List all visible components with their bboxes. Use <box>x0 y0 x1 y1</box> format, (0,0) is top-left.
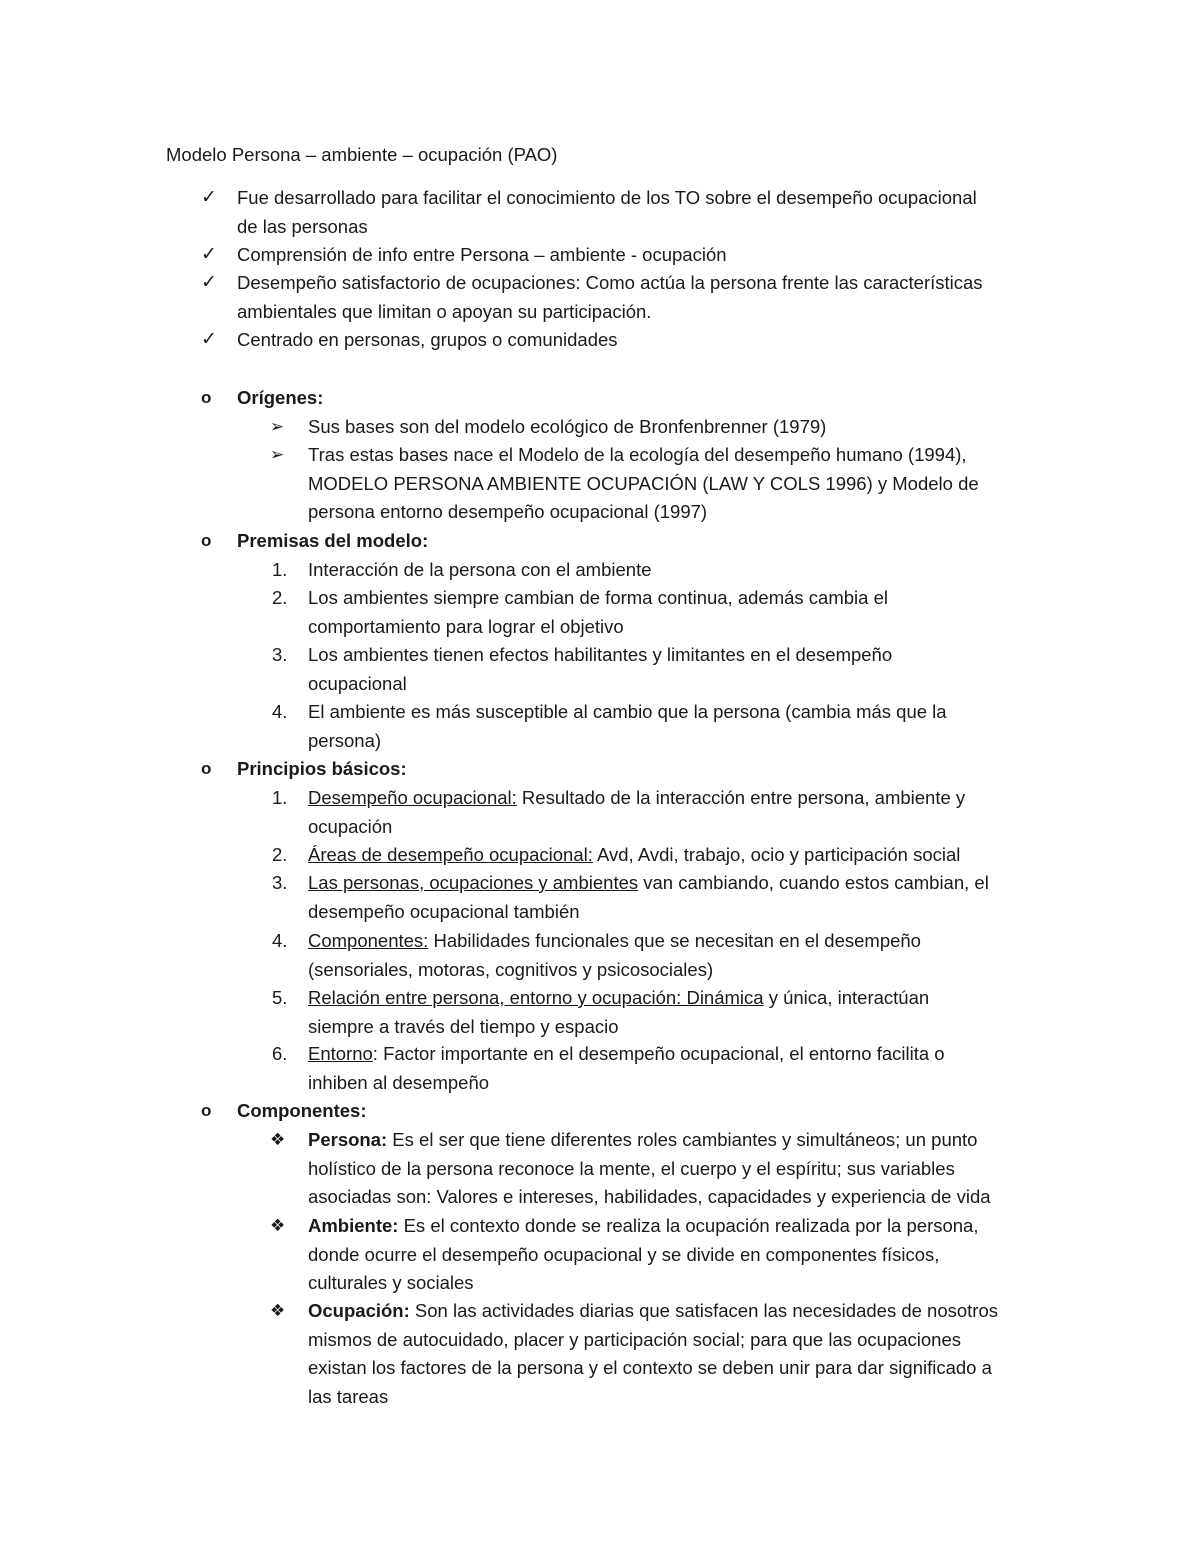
section-premisas <box>201 527 1057 556</box>
check-item: ✓ Fue desarrollado para facilitar el conocimiento de los TO sobre el desempeño ocupacional de las personas <box>237 184 1057 241</box>
numbered-item: 3. Las personas, ocupaciones y ambientes van cambiando, cuando estos cambian, el desempeño ocupacional también <box>272 872 989 922</box>
circle-bullet-icon: o <box>201 531 212 550</box>
check-item: ✓ Comprensión de info entre Persona – ambiente - ocupación <box>237 241 1057 270</box>
numbered-item: 1. Interacción de la persona con el ambiente <box>272 559 652 580</box>
numbered-item: 4. El ambiente es más susceptible al cambio que la persona (cambia más que la persona) <box>272 701 947 751</box>
numbered-item: 6. Entorno: Factor importante en el desempeño ocupacional, el entorno facilita o inhiben al desempeño <box>272 1043 945 1093</box>
numbered-item: 4. Componentes: Habilidades funcionales que se necesitan en el desempeño (sensoriales, motoras, cognitivos y psicosociales) <box>272 930 921 980</box>
list-item: ➢ Sus bases son del modelo ecológico de Bronfenbrenner (1979) <box>308 413 1048 442</box>
circle-bullet-icon: o <box>201 1101 212 1120</box>
numbered-item: 5. Relación entre persona, entorno y ocupación: Dinámica y única, interactúan siempre a través del tiempo y espacio <box>272 987 930 1037</box>
section-origenes <box>201 384 1057 413</box>
section-heading: Premisas del modelo: <box>237 530 429 551</box>
document-title: Modelo Persona – ambiente – ocupación (PAO) <box>166 144 558 165</box>
checkmark-icon: ✓ <box>201 187 217 208</box>
numbered-item: 2. Los ambientes siempre cambian de forma continua, además cambia el comportamiento para lograr el objetivo <box>272 587 888 637</box>
numbered-item: 2. Áreas de desempeño ocupacional: Avd, Avdi, trabajo, ocio y participación social <box>272 844 961 865</box>
numbered-item: 1. Desempeño ocupacional: Resultado de la interacción entre persona, ambiente y ocupación <box>272 787 966 837</box>
check-item: ✓ Centrado en personas, grupos o comunidades <box>237 326 1057 355</box>
list-item: ❖ Ambiente: Es el contexto donde se realiza la ocupación realizada por la persona, donde ocurre el desempeño ocupacional y se divide en componentes físicos, culturales y sociales <box>308 1212 1048 1298</box>
circle-bullet-icon: o <box>201 388 212 407</box>
section-principios <box>201 755 1057 784</box>
checkmark-icon: ✓ <box>201 272 217 293</box>
check-item: ✓ Desempeño satisfactorio de ocupaciones: Como actúa la persona frente las características ambientales que limitan o apoyan su participación. <box>237 269 1057 326</box>
list-item: ❖ Persona: Es el ser que tiene diferentes roles cambiantes y simultáneos; un punto holístico de la persona reconoce la mente, el cuerpo y el espíritu; sus variables asociadas son: Valores e intereses, habilidades, capacidades y experiencia de vida <box>308 1126 1048 1212</box>
section-heading: Principios básicos: <box>237 758 407 779</box>
diamond-bullet-icon: ❖ <box>270 1216 286 1235</box>
arrow-bullet-icon: ➢ <box>270 417 285 436</box>
diamond-bullet-icon: ❖ <box>270 1130 286 1149</box>
section-heading: Componentes: <box>237 1100 367 1121</box>
checkmark-icon: ✓ <box>201 244 217 265</box>
numbered-item: 3. Los ambientes tienen efectos habilitantes y limitantes en el desempeño ocupacional <box>272 644 893 694</box>
diamond-bullet-icon: ❖ <box>270 1301 286 1320</box>
circle-bullet-icon: o <box>201 759 212 778</box>
list-item: ❖ Ocupación: Son las actividades diarias que satisfacen las necesidades de nosotros mismos de autocuidado, placer y participación social; para que las ocupaciones existan los factores de la persona y el contexto se deben unir para dar significado a las tareas <box>308 1297 1048 1411</box>
list-item: ➢ Tras estas bases nace el Modelo de la ecología del desempeño humano (1994), MODELO PERSONA AMBIENTE OCUPACIÓN (LAW Y COLS 1996) y Modelo de persona entorno desempeño ocupacional (1997) <box>308 441 1048 527</box>
section-heading: Orígenes: <box>237 387 324 408</box>
arrow-bullet-icon: ➢ <box>270 445 285 464</box>
checkmark-icon: ✓ <box>201 329 217 350</box>
section-componentes <box>201 1097 1057 1126</box>
